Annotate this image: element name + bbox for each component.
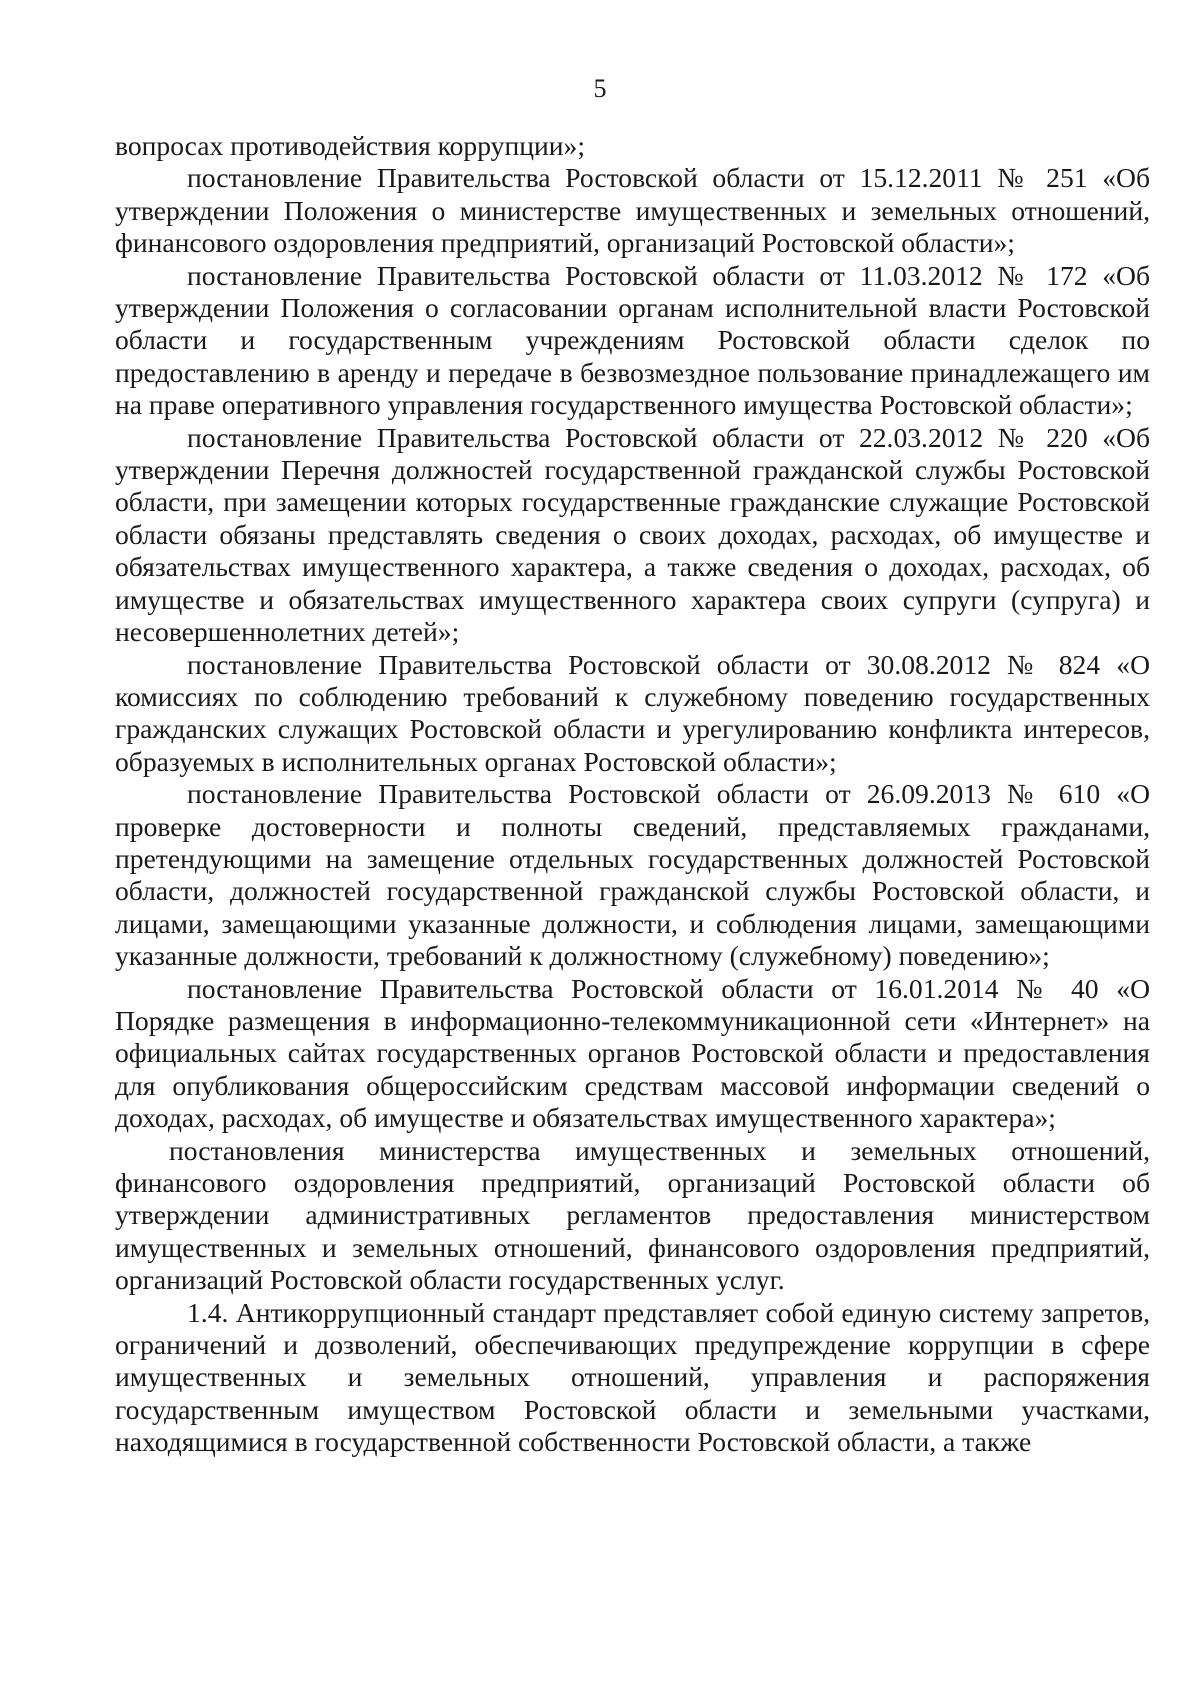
paragraph-resolution-610: постановление Правительства Ростовской области от 26.09.2013 № 610 «О проверке достоверности и полноты сведений, представляемых гражданами, претендующими на замещение отдельных государственных должностей Ростовской области, должностей государственной гражданской службы Ростовской области, и лицами, замещающими указанные должности, и соблюдения лицами, замещающими указанные должности, требований к должностному (служебному) поведению»;	[115, 778, 1150, 972]
paragraph-resolution-824: постановление Правительства Ростовской области от 30.08.2012 № 824 «О комиссиях по соблюдению требований к служебному поведению государственных гражданских служащих Ростовской области и урегулированию конфликта интересов, образуемых в исполнительных органах Ростовской области»;	[115, 648, 1150, 777]
paragraph-resolution-251: постановление Правительства Ростовской области от 15.12.2011 № 251 «Об утверждении Положения о министерстве имущественных и земельных отношений, финансового оздоровления предприятий, организаций Ростовской области»;	[115, 162, 1150, 259]
paragraph-resolution-220: постановление Правительства Ростовской области от 22.03.2012 № 220 «Об утверждении Перечня должностей государственной гражданской службы Ростовской области, при замещении которых государственные гражданские служащие Ростовской области обязаны представлять сведения о своих доходах, расходах, об имуществе и обязательствах имущественного характера, а также сведения о доходах, расходах, об имуществе и обязательствах имущественного характера своих супруги (супруга) и несовершеннолетних детей»;	[115, 421, 1150, 648]
paragraph-resolution-172: постановление Правительства Ростовской области от 11.03.2012 № 172 «Об утверждении Положения о согласовании органам исполнительной власти Ростовской области и государственным учреждениям Ростовской области сделок по предоставлению в аренду и передаче в безвозмездное пользование принадлежащего им на праве оперативного управления государственного имущества Ростовской области»;	[115, 259, 1150, 421]
paragraph-continuation: вопросах противодействия коррупции»;	[115, 130, 585, 161]
document-body	[115, 130, 1150, 1459]
paragraph-ministry-resolutions: постановления министерства имущественных и земельных отношений, финансового оздоровления предприятий, организаций Ростовской области об утверждении административных регламентов предоставления министерством имущественных и земельных отношений, финансового оздоровления предприятий, организаций Ростовской области государственных услуг.	[115, 1134, 1150, 1296]
paragraph-resolution-40: постановление Правительства Ростовской области от 16.01.2014 № 40 «О Порядке размещения в информационно-телекоммуникационной сети «Интернет» на официальных сайтах государственных органов Ростовской области и предоставления для опубликования общероссийским средствам массовой информации сведений о доходах, расходах, об имуществе и обязательствах имущественного характера»;	[115, 972, 1150, 1134]
paragraph-section-1-4: 1.4. Антикоррупционный стандарт представляет собой единую систему запретов, ограничений и дозволений, обеспечивающих предупреждение коррупции в сфере имущественных и земельных отношений, управления и распоряжения государственным имуществом Ростовской области и земельными участками, находящимися в государственной собственности Ростовской области, а также	[115, 1296, 1150, 1458]
page-number: 5	[593, 74, 607, 103]
